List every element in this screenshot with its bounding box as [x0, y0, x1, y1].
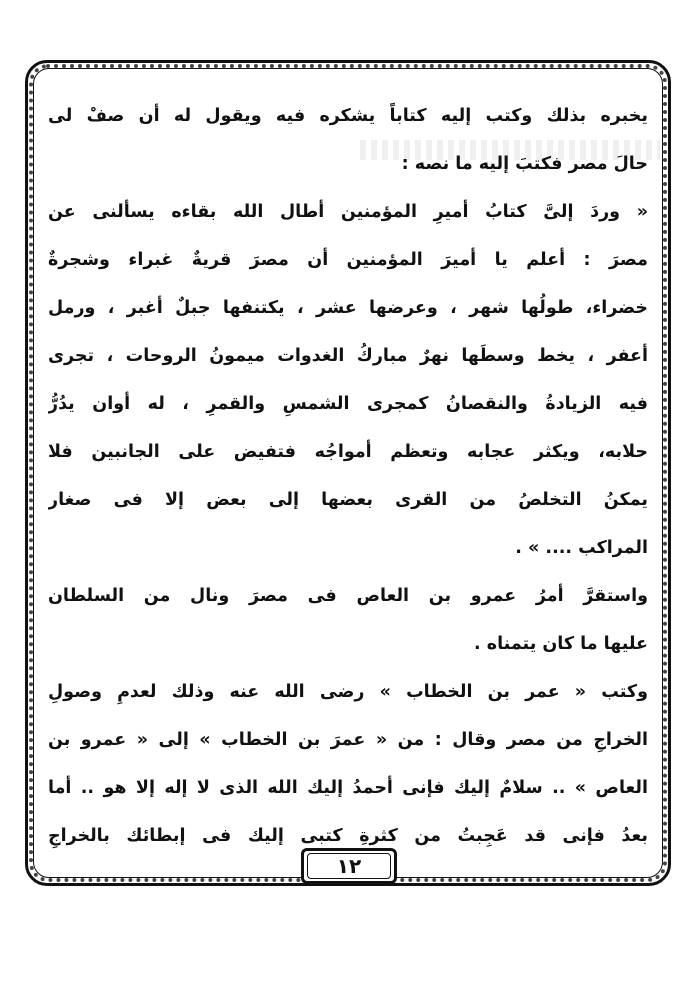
- page-number-box: [301, 848, 397, 884]
- text-line-14: الخراجِ من مصر وقال : من « عمرَ بن الخطاب » إلى « عمرو بن: [48, 730, 648, 750]
- text-line-11: واستقرَّ أمرُ عمرو بن العاص فى مصرَ ونال من السلطان: [48, 586, 648, 606]
- text-line-13: وكتب « عمر بن الخطاب » رضى الله عنه وذلك لعدمِ وصولِ: [48, 682, 648, 702]
- text-line-15: العاص » .. سلامٌ إليك فإنى أحمدُ إليك الله الذى لا إله إلا هو .. أما: [48, 778, 648, 798]
- text-line-2: حالَ مصر فكتبَ إليه ما نصه :: [401, 154, 648, 174]
- text-line-12: عليها ما كان يتمناه .: [474, 634, 648, 654]
- text-line-4: مصرَ : أعلم يا أميرَ المؤمنين أن مصرَ قريةٌ غبراء وشجرةٌ: [48, 250, 648, 270]
- text-line-7: فيه الزيادةُ والنقصانُ كمجرى الشمسِ والقمرِ ، له أوان يدُرُّ: [48, 394, 648, 414]
- text-line-16: بعدُ فإنى قد عَجِبتُ من كثرةِ كتبى إليك فى إبطائك بالخراجِ: [48, 826, 648, 846]
- text-line-6: أعفر ، يخط وسطَها نهرٌ مباركُ الغدوات ميمونُ الروحات ، تجرى: [48, 346, 648, 366]
- text-line-10: المراكب .... » .: [515, 538, 648, 558]
- text-line-9: يمكنُ التخلصُ من القرى بعضها إلى بعض إلا فى صغار: [48, 490, 648, 510]
- page-text: [48, 92, 648, 846]
- text-line-3: « وردَ إلىَّ كتابُ أميرِ المؤمنين أطال الله بقاءه يسألنى عن: [48, 202, 648, 222]
- text-line-1: يخبره بذلك وكتب إليه كتاباً يشكره فيه ويقول له أن صفْ لى: [48, 106, 648, 126]
- text-line-8: حلابه، ويكثر عجابه وتعظم أمواجُه فتفيض على الجانبين فلا: [48, 442, 648, 462]
- page-number: ١٢: [307, 853, 391, 879]
- text-line-5: خضراء، طولُها شهر ، وعرضها عشر ، يكتنفها جبلٌ أغبر ، ورمل: [48, 298, 648, 318]
